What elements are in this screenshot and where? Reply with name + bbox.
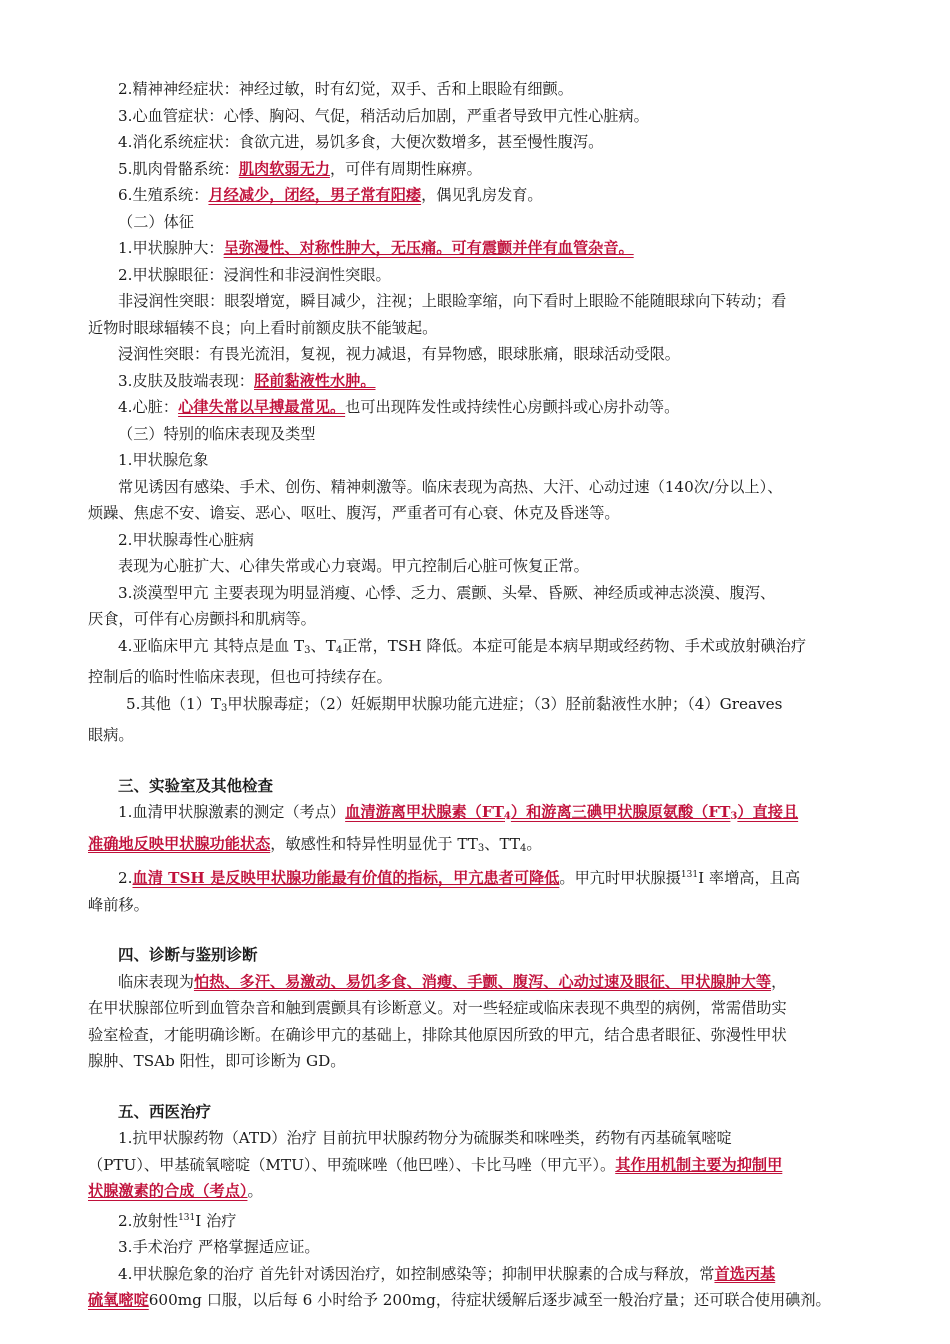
key-point: 其作用机制主要为抑制甲 [615, 1155, 783, 1174]
text-line: 1.甲状腺危象 [118, 451, 209, 469]
text-line: 1.血清甲状腺激素的测定（考点）血清游离甲状腺素$(FT_4)$和游离三碘甲状腺原氨酸$(FT_3)$直接且 [118, 803, 799, 822]
text-line: 3.淡漠型甲亢 主要表现为明显消瘦、心悸、乏力、震颤、头晕、昏厥、神经质或神志淡漠、腹泻、 [118, 583, 776, 602]
text-line: 常见诱因有感染、手术、创伤、精神刺激等。临床表现为高热、大汗、心动过速（140次/分以上）、 [118, 477, 783, 496]
text-line: 3.皮肤及肢端表现：胫前黏液性水肿。 [118, 371, 376, 390]
text-line: 2.甲状腺眼征：浸润性和非浸润性突眼。 [118, 265, 391, 284]
text-line: 眼病。 [88, 726, 134, 744]
key-point: 硫氧嘧啶 [88, 1291, 149, 1309]
text-line: 近物时眼球辐辏不良；向上看时前额皮肤不能皱起。 [88, 318, 438, 337]
key-point: 胫前黏液性水肿。 [254, 371, 376, 390]
text-line: 1.甲状腺肿大：呈弥漫性、对称性肿大，无压痛。可有震颤并伴有血管杂音。 [118, 239, 634, 257]
text-line: 6.生殖系统：月经减少，闭经，男子常有阳痿，偶见乳房发育。 [118, 186, 543, 204]
section-gap [88, 1075, 864, 1099]
text-line: 1.抗甲状腺药物（ATD）治疗 目前抗甲状腺药物分为硫脲类和咪唑类，药物有丙基硫氧嘧啶 [118, 1129, 732, 1147]
section-heading: 四、诊断与鉴别诊断 [118, 946, 258, 964]
section-heading: 五、西医治疗 [118, 1102, 212, 1121]
text-line: 状腺激素的合成（考点）。 [88, 1182, 263, 1200]
subsection-heading: （二）体征 [118, 212, 194, 231]
text-line: 在甲状腺部位听到血管杂音和触到震颤具有诊断意义。对一些轻症或临床表现不典型的病例，常需借助实 [88, 999, 787, 1017]
text-line: 2.放射性$^{131}$I 治疗 [118, 1211, 237, 1230]
document-page [88, 76, 864, 1314]
text-line: 验室检查，才能明确诊断。在确诊甲亢的基础上，排除其他原因所致的甲亢，结合患者眼征、弥漫性甲状 [88, 1025, 787, 1044]
text-line: 4.甲状腺危象的治疗 首先针对诱因治疗，如控制感染等；抑制甲状腺素的合成与释放，常首选丙基 [118, 1264, 776, 1283]
section-heading: 三、实验室及其他检查 [118, 776, 274, 795]
key-point: 怕热、多汗、易激动、易饥多食、消瘦、手颤、腹泻、心动过速及眼征、甲状腺肿大等 [193, 972, 772, 991]
text-line: 3.手术治疗 严格掌握适应证。 [118, 1238, 320, 1256]
text-line: 腺肿、TSAb 阳性，即可诊断为 GD。 [88, 1052, 346, 1070]
key-point: 准确地反映甲状腺功能状态 [88, 834, 271, 853]
text-line: 4.亚临床甲亢 其特点是血 $T_3$、$T_4$正常，TSH 降低。本症可能是本病早期或经药物、手术或放射碘治疗 [118, 636, 807, 656]
text-line: 非浸润性突眼：眼裂增宽，瞬目减少，注视；上眼睑挛缩，向下看时上眼睑不能随眼球向下转动；看 [118, 292, 787, 310]
text-line: 4.消化系统症状：食欲亢进，易饥多食，大便次数增多，甚至慢性腹泻。 [118, 133, 604, 151]
key-point: 肌肉软弱无力 [238, 159, 330, 178]
section-gap [88, 749, 864, 773]
text-line: 峰前移。 [88, 895, 149, 914]
text-line: 5.肌肉骨骼系统：肌肉软弱无力，可伴有周期性麻痹。 [118, 159, 482, 178]
text-line: 2.甲状腺毒性心脏病 [118, 530, 254, 549]
key-point: 血清游离甲状腺素$(FT_4)$和游离三碘甲状腺原氨酸$(FT_3)$直接且 [345, 803, 799, 822]
text-line: 浸润性突眼：有畏光流泪，复视，视力减退，有异物感，眼球胀痛，眼球活动受限。 [118, 345, 680, 363]
key-point: 状腺激素的合成（考点） [88, 1182, 248, 1200]
key-point: 心律失常以早搏最常见。 [178, 398, 346, 416]
text-line: 控制后的临时性临床表现，但也可持续存在。 [88, 668, 392, 686]
text-line: （PTU）、甲基硫氧嘧啶（MTU）、甲巯咪唑（他巴唑）、卡比马唑（甲亢平）。其作用机制主要为抑制甲 [88, 1155, 783, 1174]
text-line: 2.精神神经症状：神经过敏，时有幻觉，双手、舌和上眼睑有细颤。 [118, 80, 573, 98]
text-line: 临床表现为怕热、多汗、易激动、易饥多食、消瘦、手颤、腹泻、心动过速及眼征、甲状腺肿大等， [118, 972, 787, 991]
key-point: 血清 TSH 是反映甲状腺功能最有价值的指标，甲亢患者可降低 [132, 869, 560, 887]
key-point: 月经减少，闭经，男子常有阳痿 [208, 186, 422, 204]
subsection-heading: （三）特别的临床表现及类型 [118, 424, 316, 443]
text-line: 准确地反映甲状腺功能状态，敏感性和特异性明显优于 $TT_3$、$TT_4$。 [88, 834, 542, 854]
text-line: 烦躁、焦虑不安、谵妄、恶心、呕吐、腹泻，严重者可有心衰、休克及昏迷等。 [88, 504, 620, 522]
text-line: 2.血清 TSH 是反映甲状腺功能最有价值的指标，甲亢患者可降低。甲亢时甲状腺摄$^{131}$I 率增高，且高 [118, 869, 801, 887]
text-line: 表现为心脏扩大、心律失常或心力衰竭。甲亢控制后心脏可恢复正常。 [118, 557, 589, 575]
key-point: 首选丙基 [714, 1264, 776, 1283]
text-line: 厌食，可伴有心房颤抖和肌病等。 [88, 610, 316, 628]
text-line: 硫氧嘧啶600mg 口服，以后每 6 小时给予 200mg，待症状缓解后逐步减至一般治疗量；还可联合使用碘剂。 [88, 1291, 831, 1309]
section-gap [88, 918, 864, 942]
text-line: 3.心血管症状：心悸、胸闷、气促，稍活动后加剧，严重者导致甲亢性心脏病。 [118, 106, 649, 125]
text-line: 4.心脏：心律失常以早搏最常见。也可出现阵发性或持续性心房颤抖或心房扑动等。 [118, 398, 680, 416]
text-line: 5.其他$(1)T_3$甲状腺毒症；（2）妊娠期甲状腺功能亢进症；（3）胫前黏液性水肿；（4）Greaves [126, 694, 783, 714]
key-point: 呈弥漫性、对称性肿大，无压痛。可有震颤并伴有血管杂音。 [223, 239, 634, 257]
